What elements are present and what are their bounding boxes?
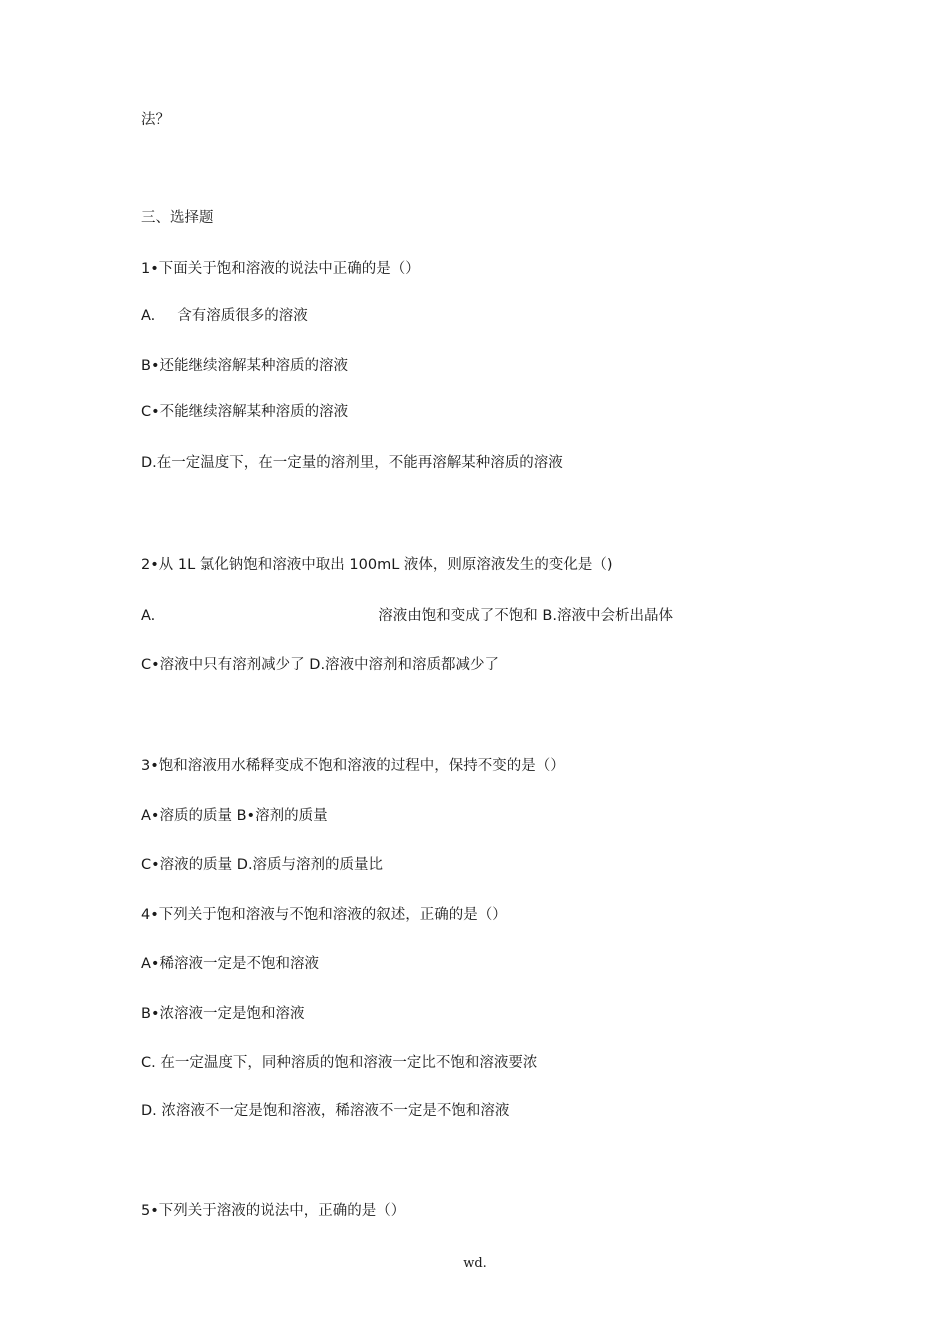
question-2-options-ab — [141, 606, 673, 626]
question-1-option-a — [141, 306, 308, 326]
question-4-option-b: B•浓溶液一定是饱和溶液 — [141, 1006, 305, 1022]
continuation-text: 法？ — [141, 112, 170, 128]
question-4-option-c: C. 在一定温度下，同种溶质的饱和溶液一定比不饱和溶液要浓 — [141, 1055, 538, 1071]
question-4-stem: 4•下列关于饱和溶液与不饱和溶液的叙述，正确的是（） — [141, 907, 507, 923]
question-3-options-cd: C•溶液的质量 D.溶质与溶剂的质量比 — [141, 857, 384, 873]
option-letter: A. — [141, 608, 156, 624]
option-letter: A. — [141, 308, 156, 324]
option-text: 含有溶质很多的溶液 — [177, 308, 308, 324]
question-1-option-b: B•还能继续溶解某种溶质的溶液 — [141, 358, 348, 374]
question-3-options-ab: A•溶质的质量 B•溶剂的质量 — [141, 808, 328, 824]
question-4-option-d: D. 浓溶液不一定是饱和溶液，稀溶液不一定是不饱和溶液 — [141, 1103, 510, 1119]
question-1-stem: 1•下面关于饱和溶液的说法中正确的是（） — [141, 261, 420, 277]
option-text: 溶液由饱和变成了不饱和 B.溶液中会析出晶体 — [378, 608, 673, 624]
question-3-stem: 3•饱和溶液用水稀释变成不饱和溶液的过程中，保持不变的是（） — [141, 758, 565, 774]
question-2-options-cd: C•溶液中只有溶剂减少了 D.溶液中溶剂和溶质都减少了 — [141, 657, 500, 673]
question-2-stem: 2•从 1L 氯化钠饱和溶液中取出 100mL 液体，则原溶液发生的变化是（) — [141, 557, 613, 573]
question-5-stem: 5•下列关于溶液的说法中，正确的是（） — [141, 1203, 406, 1219]
page-footer: wd. — [463, 1256, 487, 1271]
question-1-option-c: C•不能继续溶解某种溶质的溶液 — [141, 404, 349, 420]
question-4-option-a: A•稀溶液一定是不饱和溶液 — [141, 956, 319, 972]
section-heading: 三、选择题 — [141, 210, 214, 226]
question-1-option-d: D.在一定温度下，在一定量的溶剂里，不能再溶解某种溶质的溶液 — [141, 455, 563, 471]
